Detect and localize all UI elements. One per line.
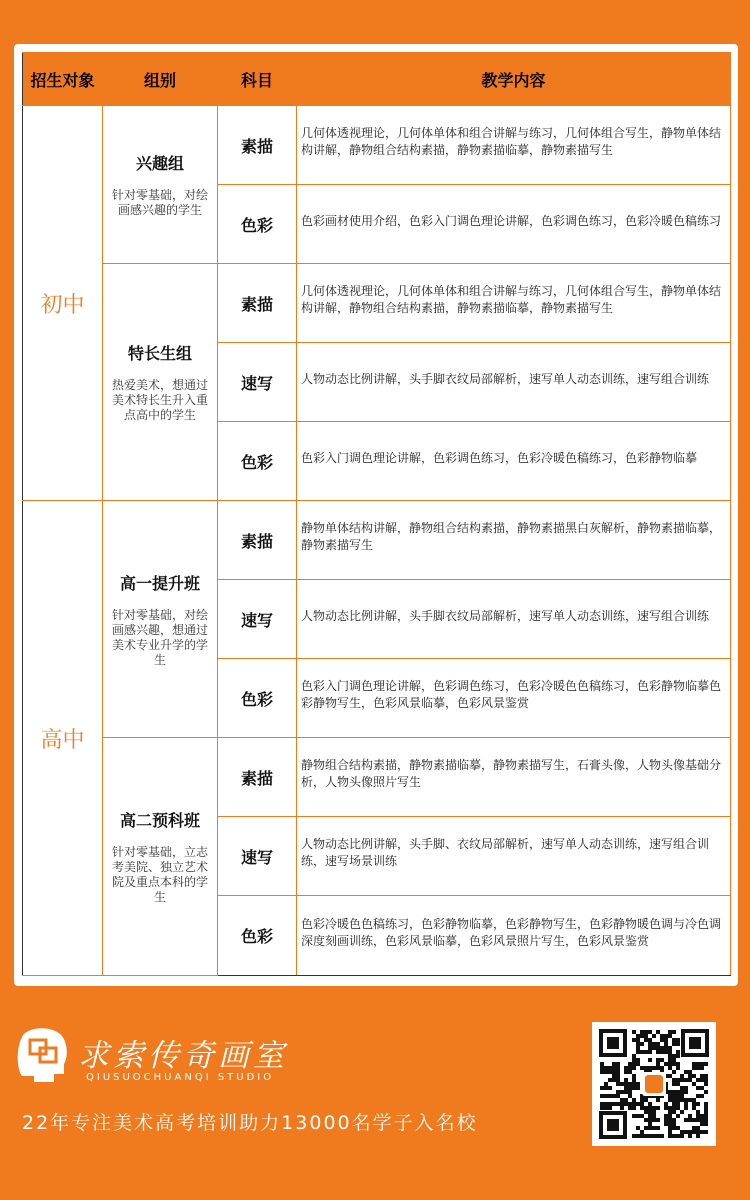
group-desc: 热爱美术，想通过美术特长生升入重点高中的学生 <box>111 378 208 422</box>
subject-cell: 素描 <box>218 501 297 580</box>
content-cell: 人物动态比例讲解，头手脚、衣纹局部解析，速写单人动态训练，速写组合训练，速写场景训练 <box>297 817 731 896</box>
table-row <box>23 106 731 185</box>
group-cell <box>103 501 218 738</box>
subject-cell: 素描 <box>218 264 297 343</box>
subject-cell: 色彩 <box>218 422 297 501</box>
group-desc: 针对零基础，对绘画感兴趣的学生 <box>111 188 208 217</box>
qr-code <box>592 1022 716 1146</box>
group-cell <box>103 738 218 976</box>
group-name: 特长生组 <box>127 344 192 363</box>
header-level: 招生对象 <box>23 53 103 106</box>
group-desc: 针对零基础，立志考美院、独立艺术院及重点本科的学生 <box>111 845 208 904</box>
group-name: 高二预科班 <box>119 811 200 830</box>
header-content: 教学内容 <box>297 53 731 106</box>
group-cell <box>103 264 218 501</box>
table-row <box>23 501 731 580</box>
curriculum-table <box>22 52 731 976</box>
content-cell: 几何体透视理论，几何体单体和组合讲解与练习，几何体组合写生，静物单体结构讲解，静物组合结构素描，静物素描临摹，静物素描写生 <box>297 106 731 185</box>
table-row <box>23 264 731 343</box>
group-desc: 针对零基础，对绘画感兴趣，想通过美术专业升学的学生 <box>111 607 208 667</box>
content-cell: 静物单体结构讲解，静物组合结构素描，静物素描黑白灰解析，静物素描临摹，静物素描写生 <box>297 501 731 580</box>
subject-cell: 素描 <box>218 106 297 185</box>
content-cell: 人物动态比例讲解，头手脚衣纹局部解析，速写单人动态训练，速写组合训练 <box>297 343 731 422</box>
group-name: 高一提升班 <box>119 573 200 593</box>
level-senior: 高中 <box>23 501 103 976</box>
table-header-row <box>23 53 731 106</box>
level-junior: 初中 <box>23 106 103 501</box>
group-name: 兴趣组 <box>135 154 184 173</box>
table-row <box>23 738 731 817</box>
content-cell: 色彩冷暖色色稿练习，色彩静物临摹，色彩静物写生，色彩静物暖色调与冷色调深度刻画训练，色彩风景临摹，色彩风景照片写生，色彩风景鉴赏 <box>297 896 731 976</box>
header-subject: 科目 <box>218 53 297 106</box>
content-cell: 人物动态比例讲解，头手脚衣纹局部解析，速写单人动态训练，速写组合训练 <box>297 580 731 659</box>
content-cell: 色彩入门调色理论讲解，色彩调色练习，色彩冷暖色稿练习，色彩静物临摹 <box>297 422 731 501</box>
content-cell: 几何体透视理论，几何体单体和组合讲解与练习，几何体组合写生，静物单体结构讲解，静物组合结构素描，静物素描临摹，静物素描写生 <box>297 264 731 343</box>
header-group: 组别 <box>103 53 218 106</box>
brand-name-cn: 求索传奇画室 <box>78 1038 288 1074</box>
subject-cell: 速写 <box>218 817 297 896</box>
brand-name-en: QIUSUOCHUANQI STUDIO <box>86 1072 275 1083</box>
subject-cell: 色彩 <box>218 896 297 976</box>
studio-logo-icon <box>14 1024 70 1084</box>
subject-cell: 速写 <box>218 343 297 422</box>
subject-cell: 素描 <box>218 738 297 817</box>
group-cell <box>103 106 218 264</box>
qr-code-icon <box>597 1027 711 1141</box>
subject-cell: 色彩 <box>218 185 297 264</box>
content-cell: 色彩画材使用介绍，色彩入门调色理论讲解，色彩调色练习，色彩冷暖色稿练习 <box>297 185 731 264</box>
content-cell: 静物组合结构素描，静物素描临摹，静物素描写生，石膏头像，人物头像基础分析，人物头像照片写生 <box>297 738 731 817</box>
curriculum-card <box>14 44 738 986</box>
subject-cell: 速写 <box>218 580 297 659</box>
content-cell: 色彩入门调色理论讲解，色彩调色练习，色彩冷暖色色稿练习，色彩静物临摹色彩静物写生，色彩风景临摹，色彩风景鉴赏 <box>297 659 731 738</box>
subject-cell: 色彩 <box>218 659 297 738</box>
slogan: 22年专注美术高考培训助力13000名学子入名校 <box>22 1112 478 1134</box>
